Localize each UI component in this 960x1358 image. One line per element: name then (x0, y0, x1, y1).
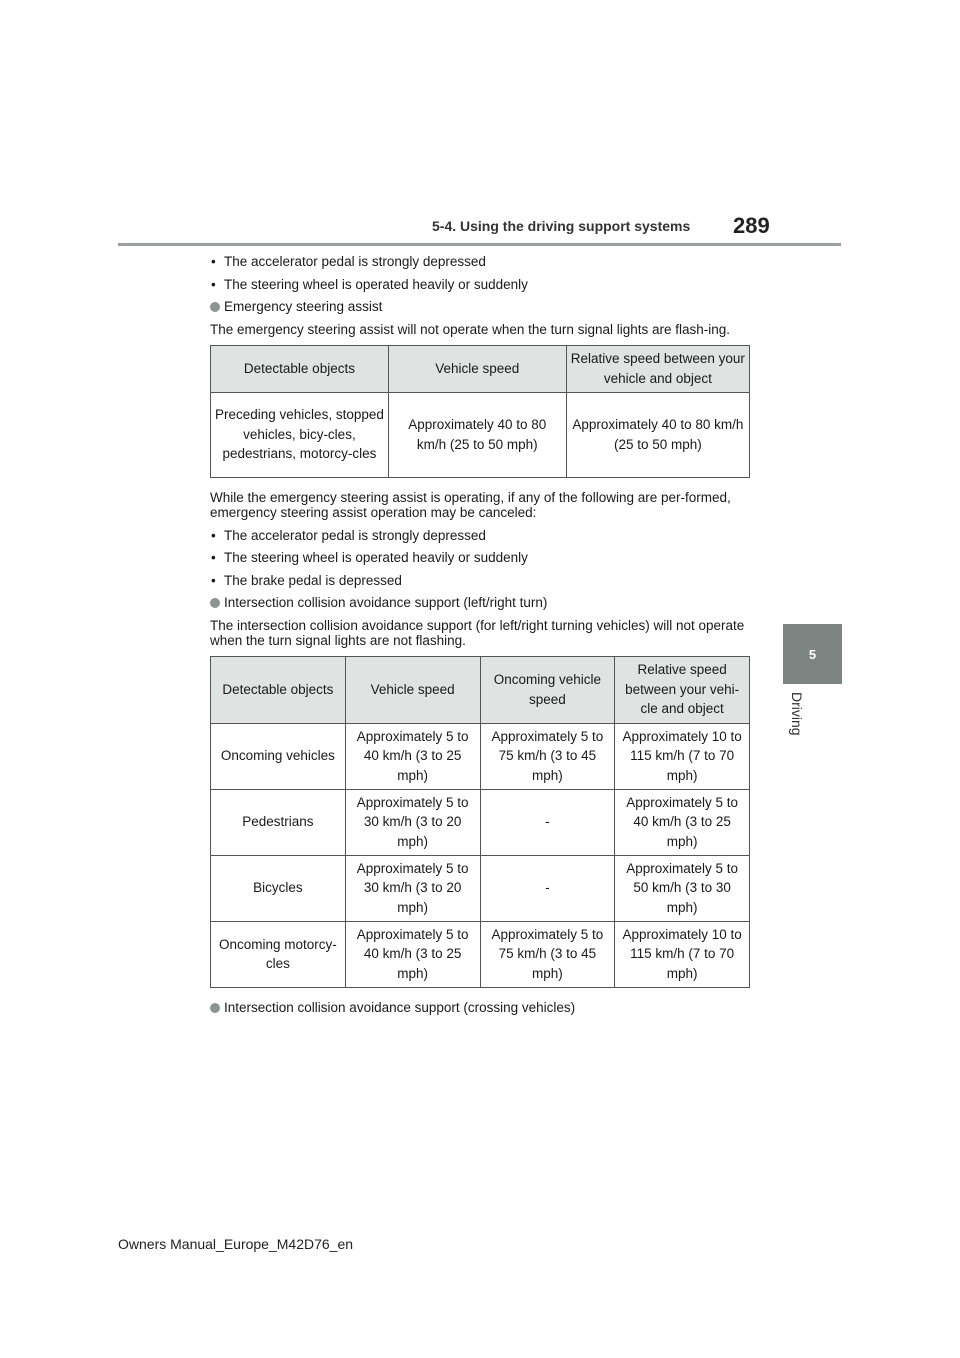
icas-turn-note: The intersection collision avoidance support (for left/right turning vehicles) will not operate when the turn signal lights are not flashing. (210, 617, 745, 648)
table-cell: Bicycles (211, 855, 346, 921)
ess-cancel-text: While the emergency steering assist is operating, if any of the following are per-formed, emergency steering assist operation may be canceled: (210, 489, 731, 520)
table-header-cell: Relative speed between your vehicle and object (566, 345, 749, 392)
circle-bullet-icon (210, 598, 220, 608)
page-number: 289 (733, 213, 770, 238)
table-cell: Pedestrians (211, 789, 346, 855)
table-cell: - (480, 855, 615, 921)
table-row (211, 789, 750, 855)
section-heading-icas-cross (210, 1000, 750, 1016)
heading-text: Intersection collision avoidance support (left/right turn) (224, 595, 548, 610)
table-row (211, 392, 750, 477)
table-header-cell: Detectable objects (211, 345, 389, 392)
table-header-cell: Vehicle speed (345, 656, 480, 723)
table-row (211, 723, 750, 789)
heading-text: Intersection collision avoidance support (crossing vehicles) (224, 999, 576, 1015)
section-heading-icas-turn (210, 595, 750, 611)
bullet-item: • The accelerator pedal is strongly depressed (210, 254, 750, 270)
table-header-cell: Vehicle speed (388, 345, 566, 392)
table-cell: Approximately 5 to 50 km/h (3 to 30 mph) (615, 855, 750, 921)
bullet-item: • The accelerator pedal is strongly depressed (210, 528, 750, 544)
icas-turn-table (210, 656, 750, 988)
page-footer: Owners Manual_Europe_M42D76_en (118, 1236, 354, 1252)
table-header-cell: Detectable objects (211, 656, 346, 723)
bullet-item: • The steering wheel is operated heavily or suddenly (210, 550, 750, 566)
heading-text: Emergency steering assist (224, 299, 383, 314)
page-content (210, 254, 750, 1022)
header-rule (118, 243, 841, 246)
table-row (211, 855, 750, 921)
table-cell: Approximately 5 to 30 km/h (3 to 20 mph) (345, 789, 480, 855)
table-header-row (211, 656, 750, 723)
table-cell: Oncoming vehicles (211, 723, 346, 789)
table-header-cell: Oncoming vehicle speed (480, 656, 615, 723)
chapter-label: Driving (789, 692, 805, 736)
circle-bullet-icon (210, 302, 220, 312)
chapter-tab: 5 (783, 624, 842, 684)
table-cell: Approximately 5 to 75 km/h (3 to 45 mph) (480, 723, 615, 789)
bullet-item: • The steering wheel is operated heavily or suddenly (210, 277, 750, 293)
table-cell: Approximately 5 to 75 km/h (3 to 45 mph) (480, 921, 615, 987)
circle-bullet-icon (210, 1003, 220, 1013)
table-cell: Approximately 10 to 115 km/h (7 to 70 mph) (615, 921, 750, 987)
table-cell: Approximately 40 to 80 km/h (25 to 50 mph) (566, 392, 749, 477)
table-header-row (211, 345, 750, 392)
section-heading-ess (210, 299, 750, 315)
ess-table (210, 345, 750, 478)
table-cell: Approximately 10 to 115 km/h (7 to 70 mph) (615, 723, 750, 789)
section-header-title: 5-4. Using the driving support systems (432, 218, 691, 234)
table-cell: Approximately 40 to 80 km/h (25 to 50 mph) (388, 392, 566, 477)
table-row (211, 921, 750, 987)
table-cell: Approximately 5 to 40 km/h (3 to 25 mph) (615, 789, 750, 855)
table-cell: Approximately 5 to 30 km/h (3 to 20 mph) (345, 855, 480, 921)
table-cell: Approximately 5 to 40 km/h (3 to 25 mph) (345, 723, 480, 789)
table-cell: Preceding vehicles, stopped vehicles, bicy-cles, pedestrians, motorcy-cles (211, 392, 389, 477)
table-cell: Approximately 5 to 40 km/h (3 to 25 mph) (345, 921, 480, 987)
table-header-cell: Relative speed between your vehi-cle and object (615, 656, 750, 723)
ess-note: The emergency steering assist will not operate when the turn signal lights are flash-ing. (210, 321, 731, 337)
table-cell: Oncoming motorcy-cles (211, 921, 346, 987)
table-cell: - (480, 789, 615, 855)
bullet-item: • The brake pedal is depressed (210, 573, 750, 589)
